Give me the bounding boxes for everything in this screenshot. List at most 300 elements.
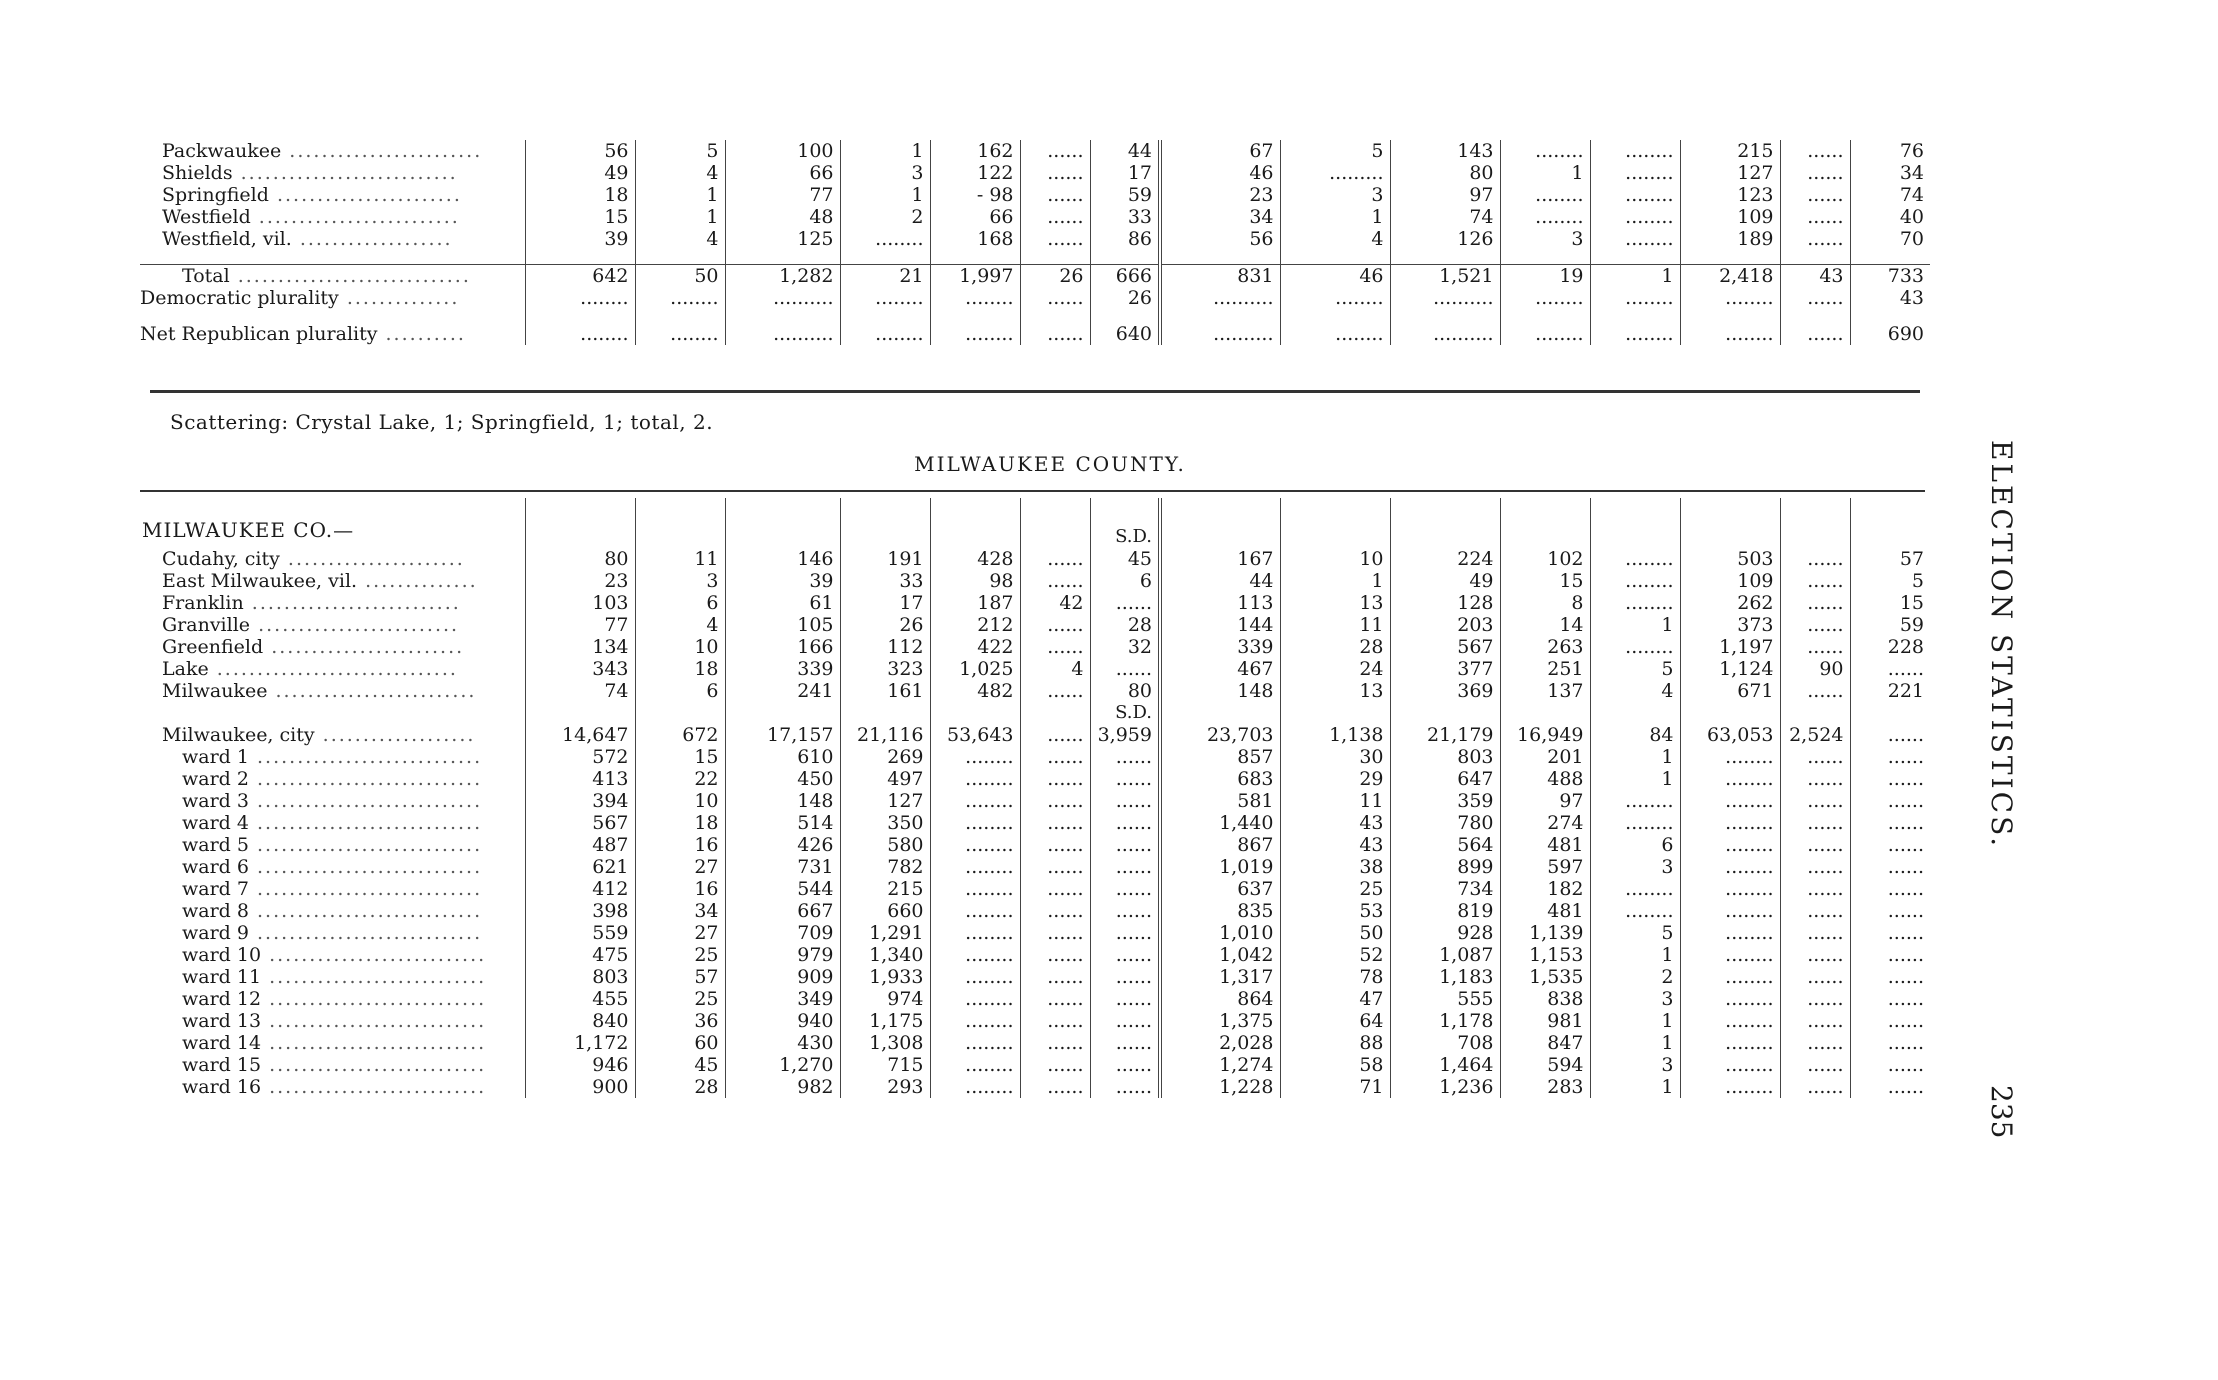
table-cell: 1,236 xyxy=(1390,1076,1500,1098)
table-cell: 422 xyxy=(930,636,1020,658)
row-label: ward 6 ............................ xyxy=(182,856,483,878)
table-cell: 900 xyxy=(525,1076,635,1098)
table-cell: 667 xyxy=(725,900,840,922)
table-cell: 19 xyxy=(1500,265,1590,288)
table-cell: 34 xyxy=(1160,206,1280,228)
table-cell: 819 xyxy=(1390,900,1500,922)
table-cell: 450 xyxy=(725,768,840,790)
table-cell: 426 xyxy=(725,834,840,856)
table-cell: ...... xyxy=(1780,1076,1850,1098)
row-label: Granville ......................... xyxy=(162,614,460,636)
table-cell: 488 xyxy=(1500,768,1590,790)
row-label: ward 10 ........................... xyxy=(182,944,487,966)
table-cell: ........ xyxy=(930,856,1020,878)
table-cell: ........ xyxy=(930,746,1020,768)
table-cell: 15 xyxy=(525,206,635,228)
table-cell: 18 xyxy=(525,184,635,206)
table-row xyxy=(140,570,1930,592)
table-cell: 847 xyxy=(1500,1032,1590,1054)
table-cell: ...... xyxy=(1020,162,1090,184)
table-cell: 45 xyxy=(1090,548,1160,570)
ward-row xyxy=(140,900,1930,922)
table-cell: ...... xyxy=(1020,768,1090,790)
table-cell: 497 xyxy=(840,768,930,790)
table-cell: ........ xyxy=(930,287,1020,309)
table-cell: 594 xyxy=(1500,1054,1590,1076)
table-cell: ...... xyxy=(1780,636,1850,658)
table-cell: .......... xyxy=(1160,323,1280,345)
table-cell: ...... xyxy=(1090,1054,1160,1076)
table-cell: 1 xyxy=(1590,746,1680,768)
table-cell: 1 xyxy=(840,184,930,206)
table-cell: 671 xyxy=(1680,680,1780,702)
table-cell: 413 xyxy=(525,768,635,790)
table-cell: 13 xyxy=(1280,680,1390,702)
table-cell: ...... xyxy=(1090,966,1160,988)
row-label: Westfield ......................... xyxy=(162,206,460,228)
table-cell: ...... xyxy=(1020,724,1090,746)
table-cell: 3,959 xyxy=(1090,724,1160,746)
table-cell: 56 xyxy=(525,140,635,162)
table-cell: 4 xyxy=(1590,680,1680,702)
table-cell: 666 xyxy=(1090,265,1160,288)
table-cell: 49 xyxy=(525,162,635,184)
table-cell: ...... xyxy=(1020,287,1090,309)
table-cell: 2,524 xyxy=(1780,724,1850,746)
table-cell: 14,647 xyxy=(525,724,635,746)
table-cell: ........ xyxy=(1680,746,1780,768)
row-label: ward 16 ........................... xyxy=(182,1076,487,1098)
table-cell: ........ xyxy=(930,323,1020,345)
table-cell: ...... xyxy=(1020,1054,1090,1076)
table-cell: 840 xyxy=(525,1010,635,1032)
table-row xyxy=(140,614,1930,636)
table-cell: 581 xyxy=(1160,790,1280,812)
table-cell: ...... xyxy=(1850,944,1930,966)
table-cell: 66 xyxy=(725,162,840,184)
table-cell: 3 xyxy=(1590,988,1680,1010)
table-cell: 241 xyxy=(725,680,840,702)
ward-row xyxy=(140,1076,1930,1098)
table-cell: 4 xyxy=(635,614,725,636)
row-label: ward 14 ........................... xyxy=(182,1032,487,1054)
table-cell: ...... xyxy=(1850,812,1930,834)
table-cell: 71 xyxy=(1280,1076,1390,1098)
table-cell: 58 xyxy=(1280,1054,1390,1076)
row-label: ward 2 ............................ xyxy=(182,768,483,790)
table-cell: 5 xyxy=(1850,570,1930,592)
table-cell: 97 xyxy=(1500,790,1590,812)
table-cell: 642 xyxy=(525,265,635,288)
table-cell: 835 xyxy=(1160,900,1280,922)
table-cell: 11 xyxy=(1280,614,1390,636)
table-cell: 215 xyxy=(1680,140,1780,162)
table-cell: 4 xyxy=(1280,228,1390,250)
table-cell: 1,282 xyxy=(725,265,840,288)
table-cell: ...... xyxy=(1020,680,1090,702)
table-cell: ...... xyxy=(1090,592,1160,614)
table-cell: 103 xyxy=(525,592,635,614)
table-cell: 53,643 xyxy=(930,724,1020,746)
table-cell: 1 xyxy=(635,184,725,206)
table-cell: ........ xyxy=(1590,140,1680,162)
table-cell: ........ xyxy=(1590,570,1680,592)
table-cell: ...... xyxy=(1090,812,1160,834)
table-cell: 84 xyxy=(1590,724,1680,746)
table-cell: 1,308 xyxy=(840,1032,930,1054)
table-cell: 1,172 xyxy=(525,1032,635,1054)
table-cell: 86 xyxy=(1090,228,1160,250)
table-cell: ...... xyxy=(1090,834,1160,856)
table-cell: .......... xyxy=(1160,287,1280,309)
table-cell: 5 xyxy=(1590,922,1680,944)
table-cell: 487 xyxy=(525,834,635,856)
row-label: ward 13 ........................... xyxy=(182,1010,487,1032)
table-cell: ...... xyxy=(1850,878,1930,900)
scattering-note: Scattering: Crystal Lake, 1; Springfield, 1; total, 2. xyxy=(170,410,714,434)
table-cell: ...... xyxy=(1020,856,1090,878)
table-cell: ...... xyxy=(1780,878,1850,900)
table-cell: 660 xyxy=(840,900,930,922)
table-cell: ...... xyxy=(1780,746,1850,768)
table-cell: 979 xyxy=(725,944,840,966)
table-cell: 455 xyxy=(525,988,635,1010)
table-cell: 23 xyxy=(525,570,635,592)
table-cell: ........ xyxy=(1680,900,1780,922)
table-cell: 167 xyxy=(1160,548,1280,570)
table-cell: ........ xyxy=(1590,287,1680,309)
table-cell: 221 xyxy=(1850,680,1930,702)
table-cell: 323 xyxy=(840,658,930,680)
table-cell: 26 xyxy=(1090,287,1160,309)
table-cell: 32 xyxy=(1090,636,1160,658)
table-cell: 123 xyxy=(1680,184,1780,206)
table-cell: 1 xyxy=(1590,1032,1680,1054)
table-row xyxy=(140,592,1930,614)
table-cell: 782 xyxy=(840,856,930,878)
row-label: Greenfield ........................ xyxy=(162,636,465,658)
table-cell: 77 xyxy=(525,614,635,636)
table-cell: 3 xyxy=(840,162,930,184)
table-cell: ...... xyxy=(1020,966,1090,988)
spacer-row xyxy=(140,498,1930,512)
sd-marker-row xyxy=(140,526,1930,548)
table-cell: 102 xyxy=(1500,548,1590,570)
table-cell: ........ xyxy=(930,812,1020,834)
table-cell: 27 xyxy=(635,922,725,944)
table-cell: 48 xyxy=(725,206,840,228)
table-cell: 74 xyxy=(1390,206,1500,228)
table-cell: 125 xyxy=(725,228,840,250)
table-cell: 44 xyxy=(1090,140,1160,162)
table-cell: ........ xyxy=(840,228,930,250)
table-cell: 50 xyxy=(1280,922,1390,944)
table-cell: ........ xyxy=(1590,790,1680,812)
table-cell: ...... xyxy=(1020,636,1090,658)
table-cell: ...... xyxy=(1090,790,1160,812)
table-cell: ........ xyxy=(930,966,1020,988)
table-cell: 430 xyxy=(725,1032,840,1054)
table-cell: 97 xyxy=(1390,184,1500,206)
table-cell: ...... xyxy=(1020,834,1090,856)
table-cell: 3 xyxy=(1590,856,1680,878)
milwaukee-table xyxy=(140,498,1930,1098)
table-row xyxy=(140,140,1930,162)
ward-row xyxy=(140,944,1930,966)
table-cell: ........ xyxy=(1680,834,1780,856)
table-cell: 621 xyxy=(525,856,635,878)
row-label: ward 8 ............................ xyxy=(182,900,483,922)
table-cell: ...... xyxy=(1090,878,1160,900)
table-cell: ........ xyxy=(1590,323,1680,345)
table-cell: ...... xyxy=(1020,900,1090,922)
table-cell: 1,087 xyxy=(1390,944,1500,966)
table-cell: ........ xyxy=(930,1010,1020,1032)
table-cell: ...... xyxy=(1090,856,1160,878)
table-cell: 11 xyxy=(1280,790,1390,812)
table-row xyxy=(140,206,1930,228)
table-cell: ........ xyxy=(1590,228,1680,250)
table-cell: 2,028 xyxy=(1160,1032,1280,1054)
table-cell: 148 xyxy=(1160,680,1280,702)
row-label: ward 12 ........................... xyxy=(182,988,487,1010)
table-cell: 733 xyxy=(1850,265,1930,288)
table-cell: 33 xyxy=(840,570,930,592)
table-cell: ........ xyxy=(1680,966,1780,988)
table-row xyxy=(140,184,1930,206)
table-cell: ...... xyxy=(1780,790,1850,812)
table-cell: 16,949 xyxy=(1500,724,1590,746)
table-cell: 162 xyxy=(930,140,1020,162)
table-cell: ........ xyxy=(1500,184,1590,206)
ward-row xyxy=(140,790,1930,812)
table-cell: 1,178 xyxy=(1390,1010,1500,1032)
table-cell: ...... xyxy=(1780,680,1850,702)
table-cell: 263 xyxy=(1500,636,1590,658)
table-cell: 251 xyxy=(1500,658,1590,680)
table-cell: ...... xyxy=(1020,1076,1090,1098)
table-cell: 1 xyxy=(1590,768,1680,790)
table-cell: 5 xyxy=(635,140,725,162)
table-cell: 2 xyxy=(1590,966,1680,988)
table-cell: 640 xyxy=(1090,323,1160,345)
row-label: Cudahy, city ...................... xyxy=(162,548,465,570)
table-cell: 928 xyxy=(1390,922,1500,944)
spacer-row xyxy=(140,512,1930,526)
table-cell: 57 xyxy=(635,966,725,988)
row-label: Net Republican plurality .......... xyxy=(140,323,466,345)
table-cell: 1,042 xyxy=(1160,944,1280,966)
table-cell: 201 xyxy=(1500,746,1590,768)
table-cell: 10 xyxy=(1280,548,1390,570)
table-cell: ........ xyxy=(1500,323,1590,345)
table-cell: 1 xyxy=(1590,265,1680,288)
table-cell: 14 xyxy=(1500,614,1590,636)
table-cell: 60 xyxy=(635,1032,725,1054)
table-cell: ...... xyxy=(1850,746,1930,768)
table-cell: ...... xyxy=(1780,834,1850,856)
table-cell: 909 xyxy=(725,966,840,988)
table-cell: 1,197 xyxy=(1680,636,1780,658)
table-cell: ........ xyxy=(930,834,1020,856)
table-cell: 24 xyxy=(1280,658,1390,680)
table-cell: ...... xyxy=(1780,1054,1850,1076)
table-cell: 1,010 xyxy=(1160,922,1280,944)
table-cell: .......... xyxy=(1390,287,1500,309)
table-cell: 17 xyxy=(840,592,930,614)
table-cell: 359 xyxy=(1390,790,1500,812)
table-cell: 25 xyxy=(635,988,725,1010)
table-cell: 262 xyxy=(1680,592,1780,614)
table-cell: 1,025 xyxy=(930,658,1020,680)
table-cell: ........ xyxy=(1680,768,1780,790)
democratic-plurality-row xyxy=(140,287,1930,309)
table-cell: ...... xyxy=(1850,1010,1930,1032)
table-cell: 567 xyxy=(525,812,635,834)
table-cell: ...... xyxy=(1020,1032,1090,1054)
table-cell: 731 xyxy=(725,856,840,878)
table-cell: 43 xyxy=(1280,834,1390,856)
table-cell: 514 xyxy=(725,812,840,834)
table-cell: 398 xyxy=(525,900,635,922)
table-cell: 109 xyxy=(1680,206,1780,228)
milwaukee-city-row xyxy=(140,724,1930,746)
ward-row xyxy=(140,746,1930,768)
table-cell: 1,138 xyxy=(1280,724,1390,746)
row-label: ward 15 ........................... xyxy=(182,1054,487,1076)
table-cell: 100 xyxy=(725,140,840,162)
page-number: 235 xyxy=(1985,1085,2018,1139)
table-cell: 3 xyxy=(1590,1054,1680,1076)
table-cell: 70 xyxy=(1850,228,1930,250)
table-cell: 43 xyxy=(1850,287,1930,309)
table-cell: ...... xyxy=(1780,287,1850,309)
table-cell: ........ xyxy=(930,1032,1020,1054)
table-cell: 269 xyxy=(840,746,930,768)
row-label: Milwaukee ......................... xyxy=(162,680,477,702)
table-cell: ...... xyxy=(1780,1032,1850,1054)
section-rule xyxy=(150,390,1920,393)
table-cell: 228 xyxy=(1850,636,1930,658)
row-label: Shields ........................... xyxy=(162,162,458,184)
table-cell: ...... xyxy=(1090,1076,1160,1098)
table-cell: 1 xyxy=(1590,1010,1680,1032)
table-cell: 21 xyxy=(840,265,930,288)
table-cell: 203 xyxy=(1390,614,1500,636)
table-cell: 46 xyxy=(1160,162,1280,184)
table-cell: 6 xyxy=(1590,834,1680,856)
table-cell: 39 xyxy=(525,228,635,250)
table-cell: ........ xyxy=(930,878,1020,900)
table-cell: 59 xyxy=(1850,614,1930,636)
ward-row xyxy=(140,856,1930,878)
table-cell: ........ xyxy=(1590,206,1680,228)
table-cell: 1,535 xyxy=(1500,966,1590,988)
table-cell: 690 xyxy=(1850,323,1930,345)
table-cell: ...... xyxy=(1090,1010,1160,1032)
table-cell: ...... xyxy=(1020,790,1090,812)
table-cell: ........ xyxy=(1590,162,1680,184)
table-cell: ...... xyxy=(1780,812,1850,834)
table-cell: 215 xyxy=(840,878,930,900)
table-cell: ...... xyxy=(1780,184,1850,206)
table-cell: 1 xyxy=(1500,162,1590,184)
table-cell: 47 xyxy=(1280,988,1390,1010)
table-cell: ...... xyxy=(1780,922,1850,944)
table-cell: - 98 xyxy=(930,184,1020,206)
table-cell: ........ xyxy=(525,323,635,345)
row-label: ward 11 ........................... xyxy=(182,966,487,988)
table-cell: 4 xyxy=(1020,658,1090,680)
table-cell: 113 xyxy=(1160,592,1280,614)
table-cell: ...... xyxy=(1780,592,1850,614)
table-cell: 981 xyxy=(1500,1010,1590,1032)
table-cell: ........ xyxy=(930,900,1020,922)
table-cell: 1,175 xyxy=(840,1010,930,1032)
table-cell: ...... xyxy=(1780,570,1850,592)
table-cell: ........ xyxy=(1680,1032,1780,1054)
table-cell: ...... xyxy=(1780,548,1850,570)
table-cell: ...... xyxy=(1850,922,1930,944)
table-cell: 224 xyxy=(1390,548,1500,570)
ward-row xyxy=(140,1010,1930,1032)
table-cell: 23,703 xyxy=(1160,724,1280,746)
table-cell: ...... xyxy=(1020,228,1090,250)
table-cell: 637 xyxy=(1160,878,1280,900)
table-cell: ...... xyxy=(1090,1032,1160,1054)
table-row xyxy=(140,228,1930,250)
table-cell: 38 xyxy=(1280,856,1390,878)
table-cell: 647 xyxy=(1390,768,1500,790)
table-cell: 80 xyxy=(1090,680,1160,702)
table-cell: ........ xyxy=(930,1076,1020,1098)
row-label: Packwaukee ........................ xyxy=(162,140,483,162)
table-cell: 274 xyxy=(1500,812,1590,834)
table-cell: 610 xyxy=(725,746,840,768)
table-cell: 857 xyxy=(1160,746,1280,768)
table-cell: 369 xyxy=(1390,680,1500,702)
table-cell: 52 xyxy=(1280,944,1390,966)
table-cell: 43 xyxy=(1280,812,1390,834)
table-cell: 1,440 xyxy=(1160,812,1280,834)
table-cell: 349 xyxy=(725,988,840,1010)
table-cell: 29 xyxy=(1280,768,1390,790)
table-cell: ...... xyxy=(1020,323,1090,345)
table-cell: .......... xyxy=(725,287,840,309)
table-cell: 61 xyxy=(725,592,840,614)
table-cell: 3 xyxy=(1280,184,1390,206)
table-cell: ........ xyxy=(1590,184,1680,206)
table-cell: 46 xyxy=(1280,265,1390,288)
table-cell: ...... xyxy=(1780,206,1850,228)
ward-row xyxy=(140,988,1930,1010)
table-cell: ...... xyxy=(1020,812,1090,834)
table-cell: 109 xyxy=(1680,570,1780,592)
table-cell: 13 xyxy=(1280,592,1390,614)
table-cell: 1,228 xyxy=(1160,1076,1280,1098)
table-cell: 597 xyxy=(1500,856,1590,878)
table-cell: ...... xyxy=(1020,548,1090,570)
table-cell: ...... xyxy=(1850,768,1930,790)
table-cell: 144 xyxy=(1160,614,1280,636)
net-republican-plurality-row xyxy=(140,323,1930,345)
table-cell: 6 xyxy=(635,592,725,614)
table-cell: .......... xyxy=(1390,323,1500,345)
table-cell: 166 xyxy=(725,636,840,658)
table-cell: 53 xyxy=(1280,900,1390,922)
table-cell: 64 xyxy=(1280,1010,1390,1032)
table-cell: 17 xyxy=(1090,162,1160,184)
